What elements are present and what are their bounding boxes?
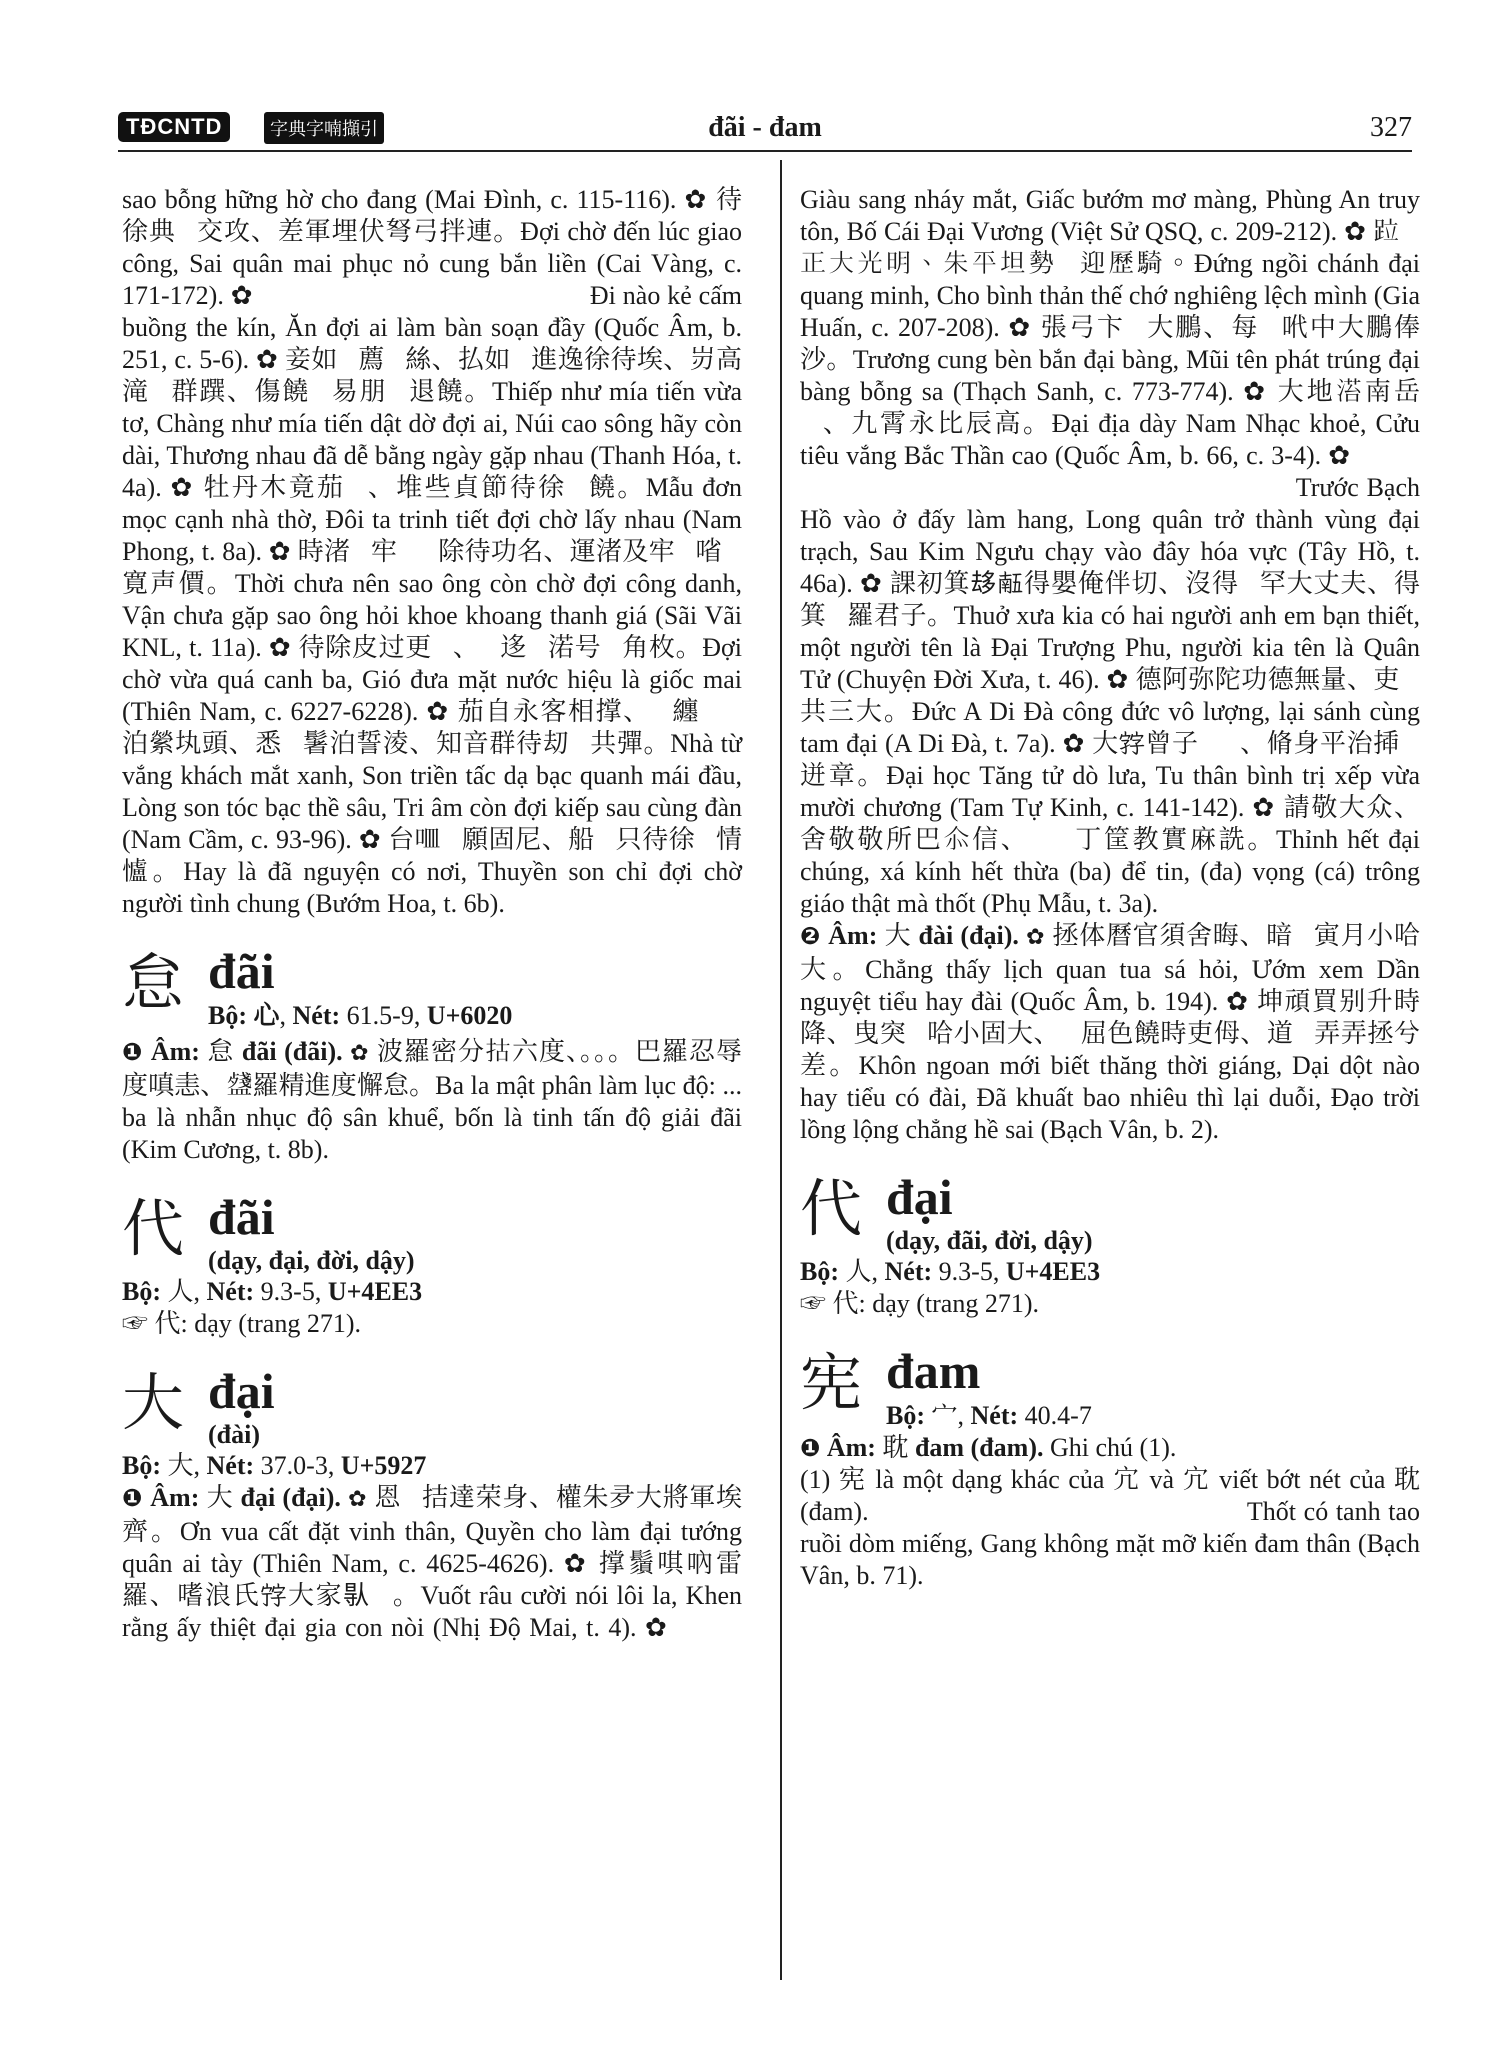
entry-headword: đại [208, 1363, 275, 1419]
entry-meta: Bộ: 人, Nét: 9.3-5, U+4EE3 [800, 1257, 1101, 1286]
radical: 大 [167, 1451, 194, 1480]
sense-2 [800, 920, 1420, 1146]
reading-char: 耽 [882, 1433, 909, 1462]
series-logo: TĐCNTD [118, 112, 230, 142]
reading-value: đãi (đãi). [241, 1037, 343, 1066]
sense-number: ❷ [800, 922, 822, 950]
right-column [800, 184, 1420, 1592]
entry-variants: (dạy, đại, đời, dậy) [208, 1246, 415, 1275]
column-divider [780, 160, 782, 1980]
entry-headword: đãi [208, 1189, 275, 1245]
unicode: U+4EE3 [1005, 1257, 1101, 1286]
radical-label: Bộ: [800, 1257, 839, 1286]
strokes-label: Nét: [206, 1451, 255, 1480]
sense-number: ❶ [122, 1484, 144, 1512]
radical: 人 [845, 1257, 872, 1286]
strokes: 9.3-5 [260, 1277, 315, 1306]
left-column [122, 184, 742, 1676]
entry-body [122, 1482, 742, 1676]
page-number: 327 [1370, 112, 1412, 143]
unicode: U+5927 [340, 1451, 427, 1480]
entry-dai-2 [122, 1188, 742, 1340]
radical: 心 [253, 1001, 280, 1030]
entry-text: 波羅密分𢫈六度、。。。巴羅忍辱度嗔恚、𥂥羅精進度懈怠。Ba la mật phân làm lục độ: ... ba là nhẫn nhục độ sân khuể, bốn là tinh tấn độ giải đãi (Kim Cương, t. 8b). [122, 1037, 742, 1164]
entry-character: 大 [122, 1366, 185, 1439]
reading-char: 大 [884, 921, 912, 950]
flower-icon: ✿ [350, 1041, 370, 1066]
entry-headword: đam [886, 1343, 981, 1399]
entry-character: 宪 [800, 1346, 863, 1419]
reading-label: Âm: [826, 1433, 876, 1462]
reading-label: Âm: [828, 921, 878, 950]
series-logo-chinese: 字典字喃擷引 [264, 112, 384, 144]
right-continuation-text: Giàu sang nháy mắt, Giấc bướm mơ màng, Phùng An truy tôn, Bố Cái Đại Vương (Việt Sử QSQ, c. 209-212). ✿ 𨀎𨅹正大光明、朱平坦勢𦘧迎歷騎。Đứng ngồi chánh đại quang minh, Cho bình thản thế chớ nghiêng lệch mình (Gia Huấn, c. 207-208). ✿ 張弓卞𢴑大鵬、每𥯉𠰺中大鵬俸沙。Trương cung bèn bắn đại bàng, Mũi tên phát trúng đại bàng bỗng sa (Thạch Sanh, c. 773-774). ✿ 大地𣹓南岳𨖅、九霄永比辰高。Đại địa dày Nam Nhạc khoẻ, Cửu tiêu vắng Bắc Thần cao (Quốc Âm, b. 66, c. 3-4). ✿ 𦋦白狐𠶸於帝夕𤔻、龍君擼城𨖅大澤、轉金牛𨀈𠶸低化域。Trước Bạch Hồ vào ở đấy làm hang, Long quân trở thành vùng đại trạch, Sau Kim Ngưu chạy vào đây hóa vực (Tây Hồ, t. 46a). ✿ 課初箕𠫾𠄼得嬰俺伴切、沒得𥯉罕大丈夫、得箕𥯉羅君子。Thuở xưa kia có hai người anh em bạn thiết, một người tên là Đại Trượng Phu, người kia tên là Quân Tử (Chuyện Đời Xưa, t. 46). ✿ 德阿弥陀功德無量、吏𦖑共三大。Đức A Di Đà công đức vô lượng, lại sánh cùng tam đại (A Di Đà, t. 7a). ✿ 大𡦂曾子𨁚𨁦、脩身平治揷𧛊迸章。Đại học Tăng tử dò lưa, Tu thân bình trị xếp vừa mười chương (Tam Tự Kinh, c. 141-142). ✿ 請敬大众、舍敬敬所巴𠇍信、𡗉𠦳丁筐教實麻詵。Thỉnh hết đại chúng, xá kính hết thừa (ba) để tin, (đa) vọng (cá) trông giáo thật mà thốt (Phụ Mẫu, t. 3a). [800, 185, 1420, 918]
strokes: 9.3-5 [938, 1257, 993, 1286]
flower-icon: ✿ [1026, 925, 1046, 950]
strokes: 37.0-3 [260, 1451, 328, 1480]
strokes-label: Nét: [884, 1257, 933, 1286]
entry-meta: Bộ: 人, Nét: 9.3-5, U+4EE3 [122, 1277, 423, 1306]
unicode: U+4EE3 [327, 1277, 423, 1306]
reading-char: 大 [206, 1483, 234, 1512]
header-rule [118, 150, 1412, 152]
entry-text: 恩𢧚拮達荣身、權朱夛大將軍埃齊。Ơn vua cất đặt vinh thân, Quyền cho làm đại tướng quân ai tày (Thiên Nam, c. 4625-4626). ✿ 撑鬚唭吶雷羅、嗜浪氏𡨸大家𠊛𤞻。Vuốt râu cười nói lôi la, Khen rằng ấy thiệt đại gia con nòi (Nhị Độ Mai, t. 4). ✿ 𪖫𪖫䁆眜、𥉩蛇𥊣𥊞、馮安追尊、布𥃞大王。 [122, 1483, 743, 1674]
entry-dai-1 [122, 942, 742, 1166]
entry-character: 怠 [122, 946, 185, 1019]
entry-headword: đãi [208, 943, 275, 999]
strokes-label: Nét: [292, 1001, 341, 1030]
entry-character: 代 [122, 1192, 185, 1265]
footnote: (1) 宪 là một dạng khác của 宂 và 宂 viết bớt nét của 耽 (đam). ✿ 𣘄固醒𧋆蛛𥉩𠿆、𡏧空窒𦟐蚬宪身。Thốt có tanh tao ruồi dòm miếng, Gang không mặt mỡ kiến đam thân (Bạch Vân, b. 71). [800, 1465, 1420, 1590]
strokes: 40.4-7 [1024, 1401, 1092, 1430]
strokes-label: Nét: [206, 1277, 255, 1306]
entry-dai-4 [800, 1168, 1420, 1320]
radical-label: Bộ: [208, 1001, 247, 1030]
entry-variants: (dạy, đãi, đời, dậy) [886, 1226, 1093, 1255]
sense-number: ❶ [122, 1038, 144, 1066]
entry-body [122, 1036, 742, 1166]
radical-label: Bộ: [122, 1277, 161, 1306]
reading-char: 怠 [207, 1037, 235, 1066]
left-continuation-text: sao bỗng hững hờ cho đang (Mai Đình, c. 115-116). ✿ 待徐典𣋚交攻、差軍埋伏弩弓拌連。Đợi chờ đến lúc giao công, Sai quân mai phục nỏ cung bắn liền (Cai Vàng, c. 171-172). ✿ 𡛔市几禁𨆷絁謹、咹待埃濫盤餅沓。Đi nào kẻ cấm buồng the kín, Ăn đợi ai làm bàn soạn đầy (Quốc Âm, b. 251, c. 5-6). ✿ 妾如𦹵薦𧛊絲、払如𦹵進逸徐待埃、岃高滝𡀮群䠣、傷饒𠀲易朋𦋦退饒。Thiếp như mía tiến vừa tơ, Chàng như mía tiến dật dờ đợi ai, Núi cao sông hãy còn dài, Thương nhau đã dễ bằng ngày gặp nhau (Thanh Hóa, t. 4a). ✿ 牡丹木竟茄𣘃、堆些貞節待徐𥚄饒。Mẫu đơn mọc cạnh nhà thờ, Đôi ta trinh tiết đợi chờ lấy nhau (Nam Phong, t. 8a). ✿ 時渚𨓡牢𡞕𥈗除待功名、運渚及牢𡞕㗂𡀮寛声價。Thời chưa nên sao ông còn chờ đợi công danh, Vận chưa gặp sao ông hỏi khoe khoang thanh giá (Sãi Vãi KNL, t. 11a). ✿ 待除皮过更𢀨、𩙌迻𣼻渃号𠱤角枚。Đợi chờ vừa quá canh ba, Gió đưa mặt nước hiệu là giốc mai (Thiên Nam, c. 6227-6228). ✿ 茄自永客相撑、𨋤纏𩯀𦟐泊縈𡉕頭、悉𨋤䰇泊誓淩、知音群待刧𡓇共彈。Nhà từ vắng khách mắt xanh, Son triền tấc dạ bạc quanh mái đầu, Lòng son tóc bạc thề sâu, Tri âm còn đợi kiếp sau cùng đàn (Nam Cầm, c. 93-96). ✿ 台𠰘𠀲願固尼、船𨋤只待徐𢬣情𢥈。Hay là đã nguyện có nơi, Thuyền son chỉ đợi chờ người tình chung (Bướm Hoa, t. 6b). [122, 185, 742, 918]
entry-reading [800, 1432, 1420, 1464]
reading-value: đại (đại). [240, 1483, 341, 1512]
running-title: đãi - đam [708, 112, 822, 143]
radical-label: Bộ: [886, 1401, 925, 1430]
reading-value: đam (đam). [914, 1433, 1044, 1462]
entry-meta: Bộ: 心, Nét: 61.5-9, U+6020 [208, 1001, 513, 1030]
sense-text: 拯体曆官須舍晦、暗𥚇寅月小哈大。Chẳng thấy lịch quan tua sá hỏi, Ướm xem Dần nguyệt tiểu hay đài (Quốc Âm, b. 194). ✿ 坤頑買别升時降、曳突𣈙哈小固大、𠀲屈色饒時吏㑄、道𡗶弄弄拯兮差。Khôn ngoan mới biết thăng thời giáng, Dại dột nào hay tiểu có đài, Đã khuất bao nhiêu thì lại duỗi, Đạo trời lồng lộng chẳng hề sai (Bạch Vân, b. 2). [800, 921, 1421, 1144]
cross-reference: ☞ 代: dạy (trang 271). [800, 1289, 1040, 1318]
reading-label: Âm: [150, 1483, 200, 1512]
entry-meta: Bộ: 大, Nét: 37.0-3, U+5927 [122, 1451, 427, 1480]
entry-character: 代 [800, 1172, 863, 1245]
entry-meta: Bộ: 宀, Nét: 40.4-7 [886, 1401, 1092, 1430]
reading-note: Ghi chú (1). [1050, 1433, 1177, 1462]
cross-reference: ☞ 代: dạy (trang 271). [122, 1309, 362, 1338]
unicode: U+6020 [426, 1001, 513, 1030]
entry-dam [800, 1342, 1420, 1592]
radical: 宀 [931, 1401, 958, 1430]
strokes: 61.5-9 [346, 1001, 414, 1030]
page-header [118, 108, 1412, 148]
sense-number: ❶ [800, 1434, 821, 1462]
entry-dai-3 [122, 1362, 742, 1676]
radical-label: Bộ: [122, 1451, 161, 1480]
flower-icon: ✿ [348, 1487, 368, 1512]
reading-value: đài (đại). [918, 921, 1019, 950]
entry-variants: (đài) [208, 1420, 260, 1449]
strokes-label: Nét: [970, 1401, 1019, 1430]
entry-headword: đại [886, 1169, 953, 1225]
radical: 人 [167, 1277, 194, 1306]
reading-label: Âm: [150, 1037, 200, 1066]
